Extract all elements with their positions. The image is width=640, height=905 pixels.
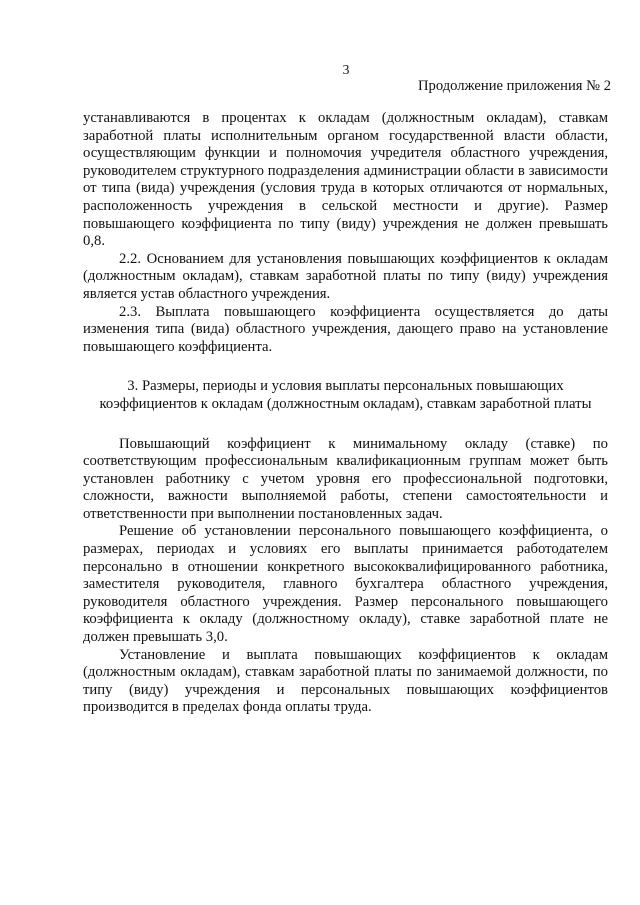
paragraph-2-2: 2.2. Основанием для установления повышающих коэффициентов к окладам (должностным окладам), ставкам заработной платы по типу (виду) учреждения является устав областного учреждения. — [83, 250, 608, 302]
document-body — [83, 110, 608, 717]
paragraph-personal-coefficient: Повышающий коэффициент к минимальному окладу (ставке) по соответствующим профессиональным квалификационным группам может быть установлен работнику с учетом уровня его профессиональной подготовки, сложности, важности выполняемой работы, степени самостоятельности и ответственности при выполнении постановленных задач. — [83, 435, 608, 522]
section-3-heading — [83, 378, 608, 413]
paragraph-2-3: 2.3. Выплата повышающего коэффициента осуществляется до даты изменения типа (вида) областного учреждения, дающего право на установление повышающего коэффициента. — [83, 303, 608, 355]
page-number: 3 — [342, 62, 350, 77]
section-3-heading-line2: коэффициентов к окладам (должностным окладам), ставкам заработной платы — [99, 395, 592, 412]
section-3-heading-line1: 3. Размеры, периоды и условия выплаты персональных повышающих — [127, 378, 564, 395]
appendix-continuation-label: Продолжение приложения № 2 — [418, 78, 611, 94]
paragraph-decision: Решение об установлении персонального повышающего коэффициента, о размерах, периодах и условиях его выплаты принимается работодателем персонально в отношении конкретного высококвалифицированного работника, заместителя руководителя, главного бухгалтера областного учреждения, руководителя областного учреждения. Размер персонального повышающего коэффициента к окладу (должностному окладу), ставке заработной плате не должен превышать 3,0. — [83, 523, 608, 646]
paragraph-payment-fund: Установление и выплата повышающих коэффициентов к окладам (должностным окладам), ставкам заработной платы по занимаемой должности, по типу (виду) учреждения и персональных повышающих коэффициентов производится в пределах фонда оплаты труда. — [83, 646, 608, 716]
paragraph-coefficient-by-type: устанавливаются в процентах к окладам (должностным окладам), ставкам заработной платы исполнительным органом государственной власти области, осуществляющим функции и полномочия учредителя областного учреждения, руководителем структурного подразделения администрации области в зависимости от типа (вида) учреждения (условия труда в которых отличаются от нормальных, расположенность учреждения в сельской местности и другие). Размер повышающего коэффициента по типу (виду) учреждения не должен превышать 0,8. — [83, 110, 608, 250]
